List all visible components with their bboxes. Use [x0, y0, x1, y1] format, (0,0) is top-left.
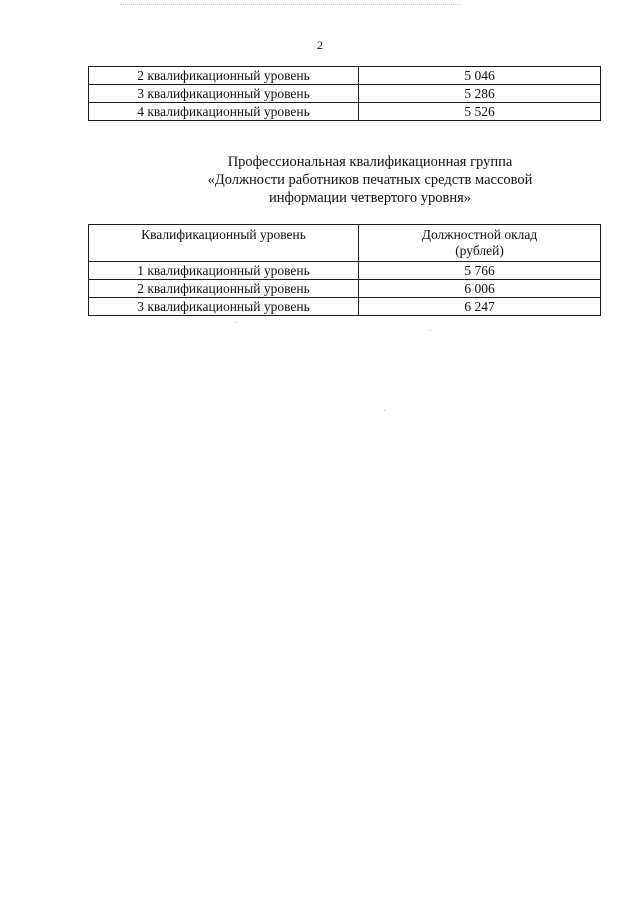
page-number: 2 [317, 38, 323, 52]
level-cell: 2 квалификационный уровень [89, 280, 359, 298]
group-heading-line-3: информации четвертого уровня» [268, 190, 472, 206]
level-cell: 3 квалификационный уровень [89, 298, 359, 316]
table-row [89, 298, 601, 316]
group-heading-line-2: «Должности работников печатных средств массовой [207, 172, 533, 188]
group-heading-line-1: Профессиональная квалификационная группа [227, 154, 513, 170]
salary-cell: 5 286 [359, 85, 601, 103]
salary-table-continued [88, 66, 601, 121]
level-cell: 1 квалификационный уровень [89, 262, 359, 280]
table-header-row [89, 225, 601, 262]
table-row [89, 67, 601, 85]
salary-table-group-4 [88, 224, 601, 316]
table-row [89, 85, 601, 103]
header-salary-line-1: Должностной оклад [421, 227, 538, 242]
header-salary [359, 225, 601, 262]
level-cell: 3 квалификационный уровень [89, 85, 359, 103]
level-cell: 4 квалификационный уровень [89, 103, 359, 121]
salary-cell: 5 766 [359, 262, 601, 280]
table-row [89, 262, 601, 280]
header-level: Квалификационный уровень [89, 225, 359, 262]
salary-cell: 5 526 [359, 103, 601, 121]
group-heading [140, 153, 600, 207]
salary-cell: 6 247 [359, 298, 601, 316]
table-row [89, 103, 601, 121]
salary-cell: 5 046 [359, 67, 601, 85]
level-cell: 2 квалификационный уровень [89, 67, 359, 85]
table-row [89, 280, 601, 298]
header-salary-line-2: (рублей) [455, 243, 504, 258]
scan-speck [384, 410, 385, 411]
salary-cell: 6 006 [359, 280, 601, 298]
scan-artifact-line [120, 4, 460, 8]
scan-speck [430, 330, 431, 331]
scan-speck [236, 322, 237, 323]
